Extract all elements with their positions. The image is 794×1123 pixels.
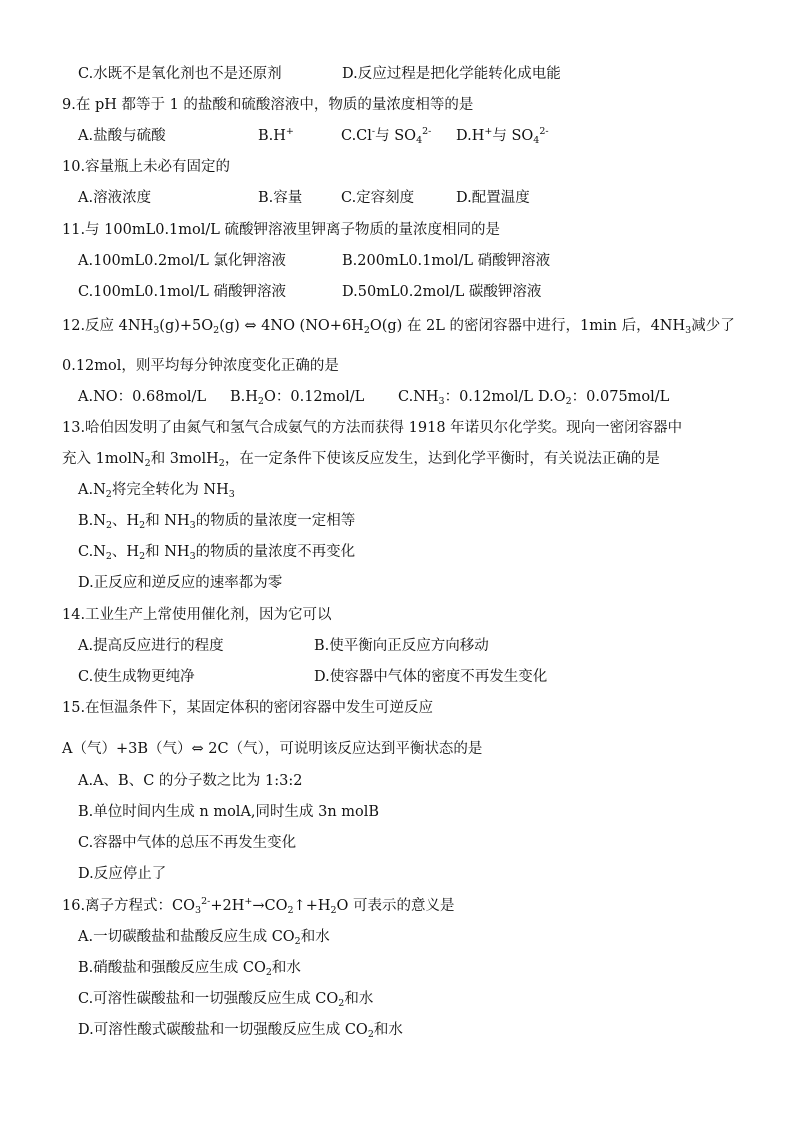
- q13-stem-line1-text: 13.哈伯因发明了由氮气和氢气合成氨气的方法而获得 1918 年诺贝尔化学奖。现向一密闭容器中: [62, 420, 683, 436]
- q16-option-d-row: [0, 1018, 794, 1042]
- q16-option-c: C.可溶性碳酸盐和一切强酸反应生成 $CO_2$和水: [78, 991, 374, 1009]
- q10-stem: [0, 155, 794, 179]
- q14-options-row-1: [0, 634, 794, 658]
- q13-stem-line2-text: 充入 1molN$_2$和 3molH$_2$，在一定条件下使该反应发生，达到化学平衡时，有关说法正确的是: [62, 451, 660, 469]
- q11-option-d: D.50mL0.2mol/L 碳酸钾溶液: [342, 284, 542, 300]
- q13-stem-line1: [0, 416, 794, 440]
- q12-options-row: [0, 385, 794, 409]
- q12-stem-line2: [0, 354, 794, 378]
- q15-stem-text: 15.在恒温条件下，某固定体积的密闭容器中发生可逆反应: [62, 700, 434, 716]
- q15-option-c-row: [0, 831, 794, 855]
- q12-stem-line2-text: 0.12mol，则平均每分钟浓度变化正确的是: [62, 358, 339, 374]
- q9-option-d: D.H+与 $SO_4^{2-}$: [456, 126, 549, 146]
- q9-option-a: A.盐酸与硫酸: [78, 128, 166, 144]
- q13-option-c-row: [0, 540, 794, 564]
- q9-stem-text: 9.在 pH 都等于 1 的盐酸和硫酸溶液中，物质的量浓度相等的是: [62, 97, 474, 113]
- q16-stem: [0, 894, 794, 918]
- q12-option-b: $B.H_2O$：0.12mol/L: [230, 389, 365, 407]
- q10-options-row: [0, 186, 794, 210]
- q15-option-a-row: [0, 769, 794, 793]
- q14-option-c: C.使生成物更纯净: [78, 669, 195, 685]
- q12-option-d: $D.O_2$：0.075mol/L: [538, 389, 670, 407]
- q11-options-row-1: [0, 249, 794, 273]
- q15-option-a: A.A、B、C 的分子数之比为 1:3:2: [78, 773, 303, 789]
- q15-option-b: B.单位时间内生成 n molA,同时生成 3n molB: [78, 804, 380, 820]
- q15-option-b-row: [0, 800, 794, 824]
- q8-option-c: C.水既不是氧化剂也不是还原剂: [78, 66, 282, 82]
- q15-stem: [0, 696, 794, 720]
- q10-option-c: C.定容刻度: [341, 190, 415, 206]
- q16-stem-text: 16.离子方程式：$CO_3^{2-}+2H^+\to CO_2↑+H_2O$ 可表示的意义是: [62, 896, 455, 916]
- q12-stem-text: 12.反应 $4NH_3(g)+5O_2(g)$ ⇔ 4NO ($NO+6H_2O(g)$ 在 2L 的密闭容器中进行，1min 后，$4NH_3$减少了: [62, 318, 735, 336]
- q10-option-a: A.溶液浓度: [78, 190, 152, 206]
- q9-stem: [0, 93, 794, 117]
- q14-option-d: D.使容器中气体的密度不再发生变化: [314, 669, 548, 685]
- q14-option-b: B.使平衡向正反应方向移动: [314, 638, 489, 654]
- q11-option-b: B.200mL0.1mol/L 硝酸钾溶液: [342, 253, 551, 269]
- q13-option-a-row: [0, 478, 794, 502]
- q12-option-a: A.NO：0.68mol/L: [78, 389, 207, 405]
- q13-option-a: $A.N_2$将完全转化为 $NH_3$: [78, 482, 235, 500]
- q15-option-c: C.容器中气体的总压不再发生变化: [78, 835, 297, 851]
- q11-options-row-2: [0, 280, 794, 304]
- q16-option-a: A.一切碳酸盐和盐酸反应生成 $CO_2$和水: [78, 929, 330, 947]
- q13-option-d: D.正反应和逆反应的速率都为零: [78, 575, 283, 591]
- q14-option-a: A.提高反应进行的程度: [78, 638, 224, 654]
- q14-stem: [0, 603, 794, 627]
- q16-option-d: D.可溶性酸式碳酸盐和一切强酸反应生成 $CO_2$和水: [78, 1022, 403, 1040]
- q11-option-a: A.100mL0.2mol/L 氯化钾溶液: [78, 253, 286, 269]
- q12-stem-line1: [0, 314, 794, 338]
- q11-option-c: C.100mL0.1mol/L 硝酸钾溶液: [78, 284, 287, 300]
- q13-option-d-row: [0, 571, 794, 595]
- q9-option-b: B.H+: [258, 126, 294, 144]
- q15-option-d-row: [0, 862, 794, 886]
- q10-stem-text: 10.容量瓶上未必有固定的: [62, 159, 231, 175]
- q13-option-b: $B.N_2$、$H_2$和 $NH_3$的物质的量浓度一定相等: [78, 513, 356, 531]
- q8-options-row: [0, 62, 794, 86]
- q16-option-b-row: [0, 956, 794, 980]
- q11-stem: [0, 218, 794, 242]
- q14-stem-text: 14.工业生产上常使用催化剂，因为它可以: [62, 607, 332, 623]
- q16-option-a-row: [0, 925, 794, 949]
- q14-options-row-2: [0, 665, 794, 689]
- q10-option-d: D.配置温度: [456, 190, 530, 206]
- q11-stem-text: 11.与 100mL0.1mol/L 硫酸钾溶液里钾离子物质的量浓度相同的是: [62, 222, 501, 238]
- q8-option-d: D.反应过程是把化学能转化成电能: [342, 66, 561, 82]
- q13-option-c: $C.N_2$、$H_2$和 $NH_3$的物质的量浓度不再变化: [78, 544, 356, 562]
- q16-option-c-row: [0, 987, 794, 1011]
- q13-option-b-row: [0, 509, 794, 533]
- q15-equation: A（气）+3B（气）⇔ 2C（气），可说明该反应达到平衡状态的是: [62, 741, 483, 757]
- q9-option-c: C.Cl-与 $SO_4^{2-}$: [341, 126, 432, 146]
- q15-equation-row: [0, 737, 794, 761]
- q16-option-b: B.硝酸盐和强酸反应生成 $CO_2$和水: [78, 960, 301, 978]
- q15-option-d: D.反应停止了: [78, 866, 167, 882]
- q9-options-row: [0, 124, 794, 148]
- q10-option-b: B.容量: [258, 190, 303, 206]
- q13-stem-line2: [0, 447, 794, 471]
- q12-option-c: $C.NH_3$：0.12mol/L: [398, 389, 533, 407]
